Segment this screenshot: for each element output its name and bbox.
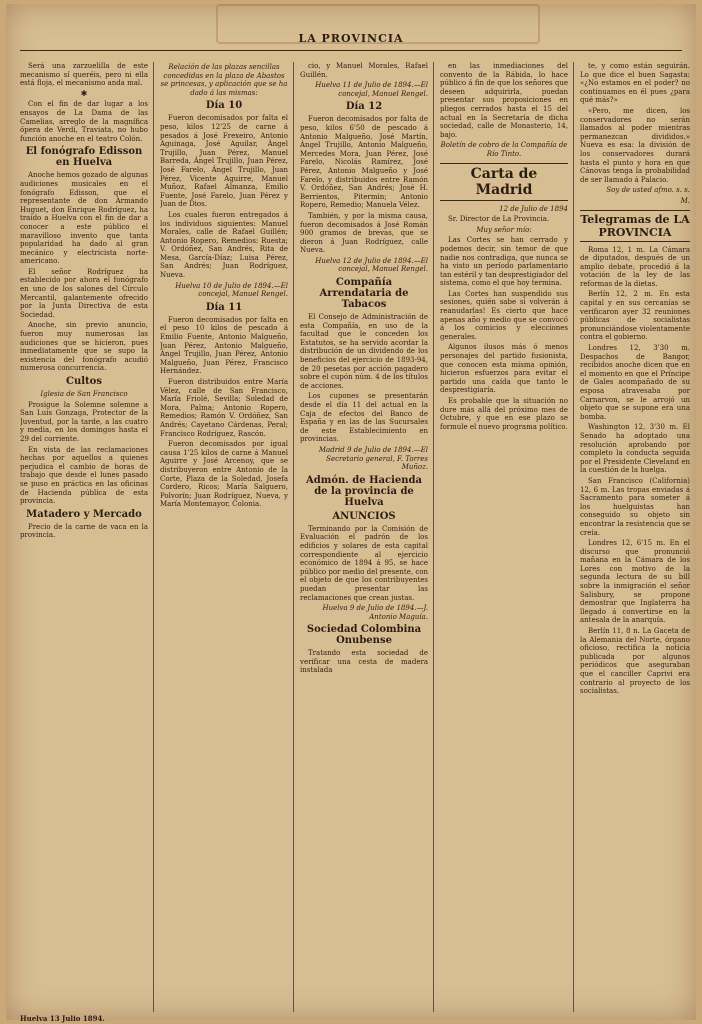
article-heading: ANUNCIOS bbox=[332, 510, 396, 522]
paragraph: Fueron distribuidos entre María Vélez, calle de San Francisco, María Friolé, Sevilla; Soledad de Mora, Palma; Antonio Ropero, Remedios; Ramón V. Ordóñez, San Andrés; Cayetano Cárdenas, Peral; Francisco Rodríguez, Rascón. bbox=[160, 378, 288, 438]
telegram-item: Washington 12, 3'30 m. El Senado ha adoptado una resolución aprobando por completo la conducta seguida por el Presidente Cleveland en la cuestión de la huelga. bbox=[580, 423, 690, 475]
telegram-item: San Francisco (California) 12, 6 m. Las tropas enviadas á Sacramento para someter á los huelguistas han conseguido su objeto sin encontrar la resistencia que se creía. bbox=[580, 476, 690, 537]
signature-line: Soy de usted afmo. s. s. bbox=[606, 186, 690, 195]
paragraph: Prosigue la Solemne solemne a San Luis Gonzaga, Protector de la Juventud, por la tarde, a las cuatro y media, en los domingos hasta el 29 del corriente. bbox=[20, 400, 148, 443]
article-heading: Cultos bbox=[66, 376, 102, 387]
column-divider bbox=[573, 62, 574, 1012]
paragraph: Fueron decomisados por igual causa 1'25 kilos de carne á Manuel Aguirre y José Arcenoy, que se distribuyeron entre Antonio de la Corte, Plaza de la Soledad, Josefa Cordero, Ricos; María Salguero, Polvorín; Juan Rodríguez, Nueva, y María Montemayor, Colonia. bbox=[160, 440, 288, 509]
column-5 bbox=[580, 62, 690, 1014]
telegram-item: Roma 12, 1 m. La Cámara de diputados, después de un amplio debate, procedió á la votación de la ley de las reformas de la dietas. bbox=[580, 245, 690, 288]
paragraph: Sr. Director de La Provincia. bbox=[448, 215, 550, 224]
signature-line: Huelva 12 de Julio de 1894.—El concejal, Manuel Rengel. bbox=[315, 256, 428, 274]
paragraph: Las Cortes han suspendido sus sesiones, quién sabe si volverán á reanudarlas! Es cierto que hace apenas año y medio que se convocó á los comicios y elecciones generales. bbox=[440, 289, 568, 341]
column-divider bbox=[433, 62, 434, 1012]
paragraph: Fueron decomisados por falta el peso, kilos 12'25 de carne á pesados á José Frexeiro, Antonio Aguinaga, José Aguilar, Ángel Trujillo, Juan Pérez, Manuel Barreda, Ángel Trujillo, Juan Pérez, José Farelo, Ángel Trujillo, Juan Pérez, Vicente Aguirre, Manuel Muñoz, Rafael Almanza, Emilio Fuente, José Farelo, Juan Pérez y Juan de Dios. bbox=[160, 114, 288, 209]
paragraph: Será una zarzuelilla de este mecanismo sí queréis, pero ni ella está floja, el mecanismo anda mal. bbox=[20, 62, 148, 88]
paragraph: El señor Rodríguez ha establecido por ahora el fonógrafo en uno de los salones del Círculo Mercantil, galantemente ofrecido por la Junta Directiva de esta Sociedad. bbox=[20, 267, 148, 319]
telegram-item: Londres 12, 3'30 m. Despachos de Bangor, recibidos anoche dicen que en el momento en que el Príncipe de Gales acompañado de su esposa atravesaba por Carnarvon, se le arrojó un objeto que se supone era una bomba. bbox=[580, 344, 690, 421]
signature-line: Madrid 9 de Julio de 1894.—El Secretario general, F. Torres Muñoz. bbox=[318, 445, 428, 472]
paragraph: «Pero, me dicen, los conservadores no serán llamados al poder mientras permanezcan divididos.» Nueva es esa: la división de los conservadores durará hasta el punto y hora en que Cánovas tenga la probabilidad de ser llamado á Palacio. bbox=[580, 106, 690, 184]
column-1 bbox=[20, 62, 148, 1014]
article-heading: Matadero y Mercado bbox=[26, 508, 142, 520]
signature-line: Huelva 11 de Julio de 1894.—El concejal, Manuel Rengel. bbox=[315, 81, 428, 98]
telegram-item: Berlín 12, 2 m. En esta capital y en sus cercanías se verificaron ayer 32 reuniones públicas de socialistas pronunciándose violentamente contra el gobierno. bbox=[580, 290, 690, 342]
article-heading: Admón. de Hacienda de la provincia de Huelva bbox=[306, 474, 422, 508]
newspaper-page bbox=[6, 4, 696, 1023]
paragraph: También, y por la misma causa, fueron decomisados á José Román 900 gramos de brevas, que se dieron á Juan Rodríguez, calle Nueva. bbox=[300, 211, 428, 255]
paragraph: Los cupones se presentarán desde el día 11 del actual en la Caja de efectos del Banco de España y en las de las Sucursales de este Establecimiento en provincias. bbox=[300, 392, 428, 444]
signature-line: Huelva 9 de Julio de 1894.—J. Antonio Maguía. bbox=[322, 604, 428, 621]
notice-box: Boletín de cobro de la Compañía de Río Tinto. bbox=[440, 141, 568, 158]
signature-initial: M. bbox=[680, 196, 690, 205]
paragraph: Anoche, sin previo anuncio, fueron muy numerosas las audiciones que se hicieron, pues inmediatamente que se supo la existencia del fonógrafo acudió numerosa concurrencia. bbox=[20, 321, 148, 373]
signature-line: Huelva 10 de Julio de 1894.—El concejal, Manuel Rengel. bbox=[175, 281, 288, 299]
article-heading: Día 11 bbox=[205, 301, 243, 313]
article-heading: Día 12 bbox=[345, 101, 383, 113]
article-heading: Día 10 bbox=[205, 100, 243, 112]
paragraph: Precio de la carne de vaca en la provincia. bbox=[20, 522, 148, 540]
paragraph: Las Cortes se han cerrado y podemos decir, sin temor de que nadie nos contradiga, que nunca se ha visto un período parlamentario tan estéril y tan desprestigiador del sistema, como el que hoy termina. bbox=[440, 236, 568, 288]
salutation: Muy señor mío: bbox=[476, 225, 532, 234]
paragraph: Fueron decomisados por falta de peso, kilos 6'50 de pescado á Antonio Malgueño, José Martín, Ángel Trujillo, Antonio Malgueño, Mercedes Mora, Juan Pérez, José Farelo, Nicolás Ramírez, José Pérez, Antonio Malgueño y José Farelo, y distribuidos entre Ramón V. Ordóñez, San Andrés; José H. Berrientos, Pitermin; Antonio Ropero, Remedio; Manuela Vélez. bbox=[300, 115, 428, 210]
paragraph: El Consejo de Administración de esta Compañía, en uso de la facultad que le conceden los Estatutos, se ha servido acordar la distribución de un dividendo de los beneficios del ejercicio de 1893-94, de 20 pesetas por acción pagadero sobre el cupón núm. 4 de los títulos de acciones. bbox=[300, 313, 428, 390]
article-title: Telegramas de LA PROVINCIA bbox=[580, 210, 690, 242]
paragraph: Los cuales fueron entregados á los individuos siguientes: Manuel Morales, calle de Rafael Guillén; Antonio Ropero, Remedios: Ruesta; V. Ordóñez, San Andrés, Rita de Mesa, García-Díaz; Luisa Pérez, San Andrés; Juan Rodríguez, Nueva. bbox=[160, 210, 288, 280]
article-subheading: Relación de las plazas sencillas concedidas en la plaza de Abastos se princesas, y aplicación que se ha dado á las mismas: bbox=[160, 63, 288, 97]
telegram-item: Berlín 11, 8 n. La Gaceta de la Alemania del Norte, órgano oficioso, rectifica la noticia publicada por algunos periódicos que aseguraban que el canciller Caprivi era contrario al proyecto de los socialistas. bbox=[580, 627, 690, 696]
paragraph: Algunos ilusos más ó menos personajes del partido fusionista, que conocen esta misma opinión, hicieron esfuerzos para evitar el partido una caída que tanto le desprestigiaría. bbox=[440, 343, 568, 395]
article-title: Carta de Madrid bbox=[440, 163, 568, 201]
column-3 bbox=[300, 62, 428, 1014]
article-subheading: Iglesia de San Francisco bbox=[40, 390, 128, 398]
header-rule bbox=[20, 50, 682, 51]
paragraph: En vista de las reclamaciones hechas por aquellos a quienes perjudica el cambio de horas de trabajo que desde el lunes pasado se puso en práctica en las oficinas de Hacienda pública de esta provincia. bbox=[20, 445, 148, 506]
column-divider bbox=[293, 62, 294, 1012]
paragraph: Terminando por la Comisión de Evaluación el padrón de los edificios y solares de esta capital correspondiente al ejercicio económico de 1894 á 95, se hace público por medio del presente, con el objeto de que los contribuyentes puedan presentar las reclamaciones que crean justas. bbox=[300, 524, 428, 602]
paragraph: Con el fin de dar lugar a los ensayos de La Dama de las Camelias, arreglo de la magnífica ópera de Verdi, Traviata, no hubo función anoche en el teatro Colón. bbox=[20, 100, 148, 143]
paragraph: Anoche hemos gozado de algunas audiciones musicales en el fonógrafo Edisson, que el representante de don Armando Huguet, don Enrique Rodríguez, ha traído a Huelva con el fin de dar a conocer a este público el maravilloso invento que tanta popularidad ha dado al gran mecánico y electricista norte-americano. bbox=[20, 171, 148, 266]
telegram-item: Londres 12, 6'15 m. En el discurso que pronunció mañana en la Cámara de los Lores con motivo de la segunda lectura de su bill sobre la inmigración el señor Salisbury, se propone demostrar que Inglaterra ha llegado á convertirse en la antesala de la anarquía. bbox=[580, 539, 690, 625]
paragraph: en las inmediaciones del convento de la Rábida, lo hace público á fin de que los señores que deseen adquirirla, puedan presentar sus proposiciones en pliegos cerrados hasta el 15 del actual en la Secretaría de dicha sociedad, calle de Monasterio, 14, bajo. bbox=[440, 62, 568, 139]
paragraph: Es probable que la situación no dure más allá del próximo mes de Octubre, y que en ese plazo se formule el nuevo programa político. bbox=[440, 397, 568, 431]
paragraph: Tratando esta sociedad de verificar una cesta de madera instalada bbox=[300, 649, 428, 675]
paragraph: te, y como están seguirán. Lo que dice el buen Sagasta: «¿No estamos en el poder? no continuamos en él pues ¿para qué más?» bbox=[580, 62, 690, 105]
article-heading: El fonógrafo Edisson en Huelva bbox=[25, 146, 143, 169]
paragraph: cio, y Manuel Morales, Rafael Guillén. bbox=[300, 62, 428, 79]
article-heading: Compañía Arrendataria de Tabacos bbox=[319, 277, 409, 311]
paragraph: Fueron decomisados por falta en el peso 10 kilos de pescado á Emilio Fuente, Antonio Malgueño, Juan Pérez, Antonio Malgueño, Ángel Trujillo, Juan Pérez, Antonio Malgueño, Juan Pérez, Francisco Hernández. bbox=[160, 315, 288, 376]
column-2 bbox=[160, 62, 288, 1014]
column-divider bbox=[153, 62, 154, 1012]
separator-ornament: ✱ bbox=[80, 88, 88, 98]
letter-date: 12 de Julio de 1894 bbox=[499, 204, 568, 213]
dateline-footer: Huelva 13 Julio 1894. bbox=[20, 1014, 105, 1023]
column-4 bbox=[440, 62, 568, 1014]
masthead: LA PROVINCIA bbox=[298, 32, 404, 45]
article-heading: Sociedad Colombina Onubense bbox=[306, 624, 422, 647]
